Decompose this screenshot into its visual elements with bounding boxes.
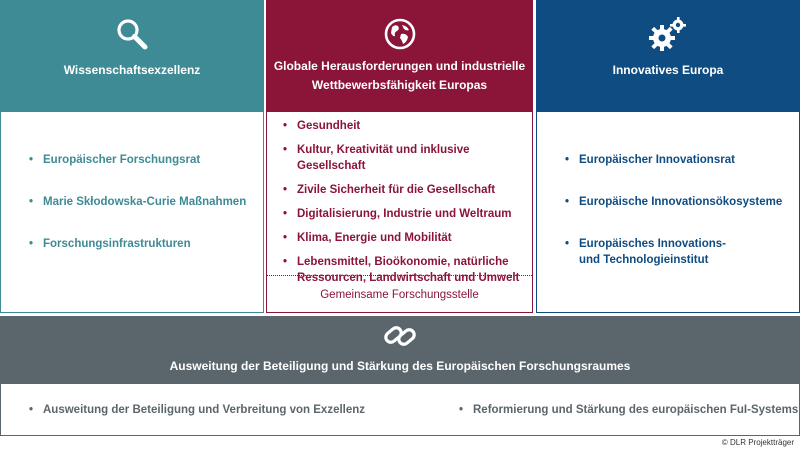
list-item-line: Lebensmittel, Bioökonomie, natürliche: [297, 256, 509, 268]
pillar-header: [0, 0, 264, 112]
list-item-line: Europäisches Innovations-: [579, 238, 726, 250]
list-item: • Kultur, Kreativität und inklusive Gesellschaft: [283, 142, 532, 174]
joint-research-centre-label: Gemeinsame Forschungsstelle: [320, 289, 479, 301]
list-item: • Zivile Sicherheit für die Gesellschaft: [283, 182, 532, 198]
list-item: • Gesundheit: [283, 118, 532, 134]
list-item-line: und Technologieinstitut: [579, 254, 709, 266]
pillar-header: [536, 0, 800, 112]
list-item: • Digitalisierung, Industrie und Weltraum: [283, 206, 532, 222]
list-item: • Reformierung und Stärkung des europäischen FuI-Systems: [459, 404, 798, 416]
list-item: [283, 254, 532, 286]
widening-participation-list: [0, 384, 800, 436]
pillar-title: Wissenschaftsexzellenz: [63, 63, 201, 77]
list-item: • Ausweitung der Beteiligung und Verbreitung von Exzellenz: [29, 404, 365, 416]
pillar-header: [266, 0, 533, 112]
copyright-note: © DLR Projektträger: [721, 438, 794, 447]
list-item: [565, 236, 782, 268]
pillar-title-line: Wettbewerbsfähigkeit Europas: [311, 78, 488, 92]
magnifier-icon: [112, 14, 152, 54]
list-item: • Europäische Innovationsökosysteme: [565, 194, 782, 210]
list-item-line: Ressourcen, Landwirtschaft und Umwelt: [297, 272, 520, 284]
pillar-list: [283, 118, 532, 294]
pillar-title: [274, 57, 525, 95]
pillar-excellent-science: [0, 0, 264, 313]
list-item: • Klima, Energie und Mobilität: [283, 230, 532, 246]
pillar-list: [565, 152, 782, 294]
divider: [267, 275, 532, 276]
band-title: Ausweitung der Beteiligung und Stärkung des Europäischen Forschungsraumes: [169, 359, 631, 373]
list-item: • Europäischer Innovationsrat: [565, 152, 782, 168]
list-item: • Forschungsinfrastrukturen: [29, 236, 246, 252]
pillar-title-line: Globale Herausforderungen und industrielle: [273, 59, 526, 73]
list-item: • Europäischer Forschungsrat: [29, 152, 246, 168]
pillar-innovative-europe: [536, 0, 800, 313]
globe-icon: [380, 14, 420, 54]
widening-participation-header: [0, 316, 800, 384]
pillar-title: Innovatives Europa: [612, 63, 724, 77]
pillar-list: [29, 152, 246, 278]
pillar-global-challenges: [266, 0, 533, 313]
list-item: • Marie Skłodowska-Curie Maßnahmen: [29, 194, 246, 210]
chain-link-icon: [382, 321, 418, 351]
gears-icon: [648, 14, 688, 54]
